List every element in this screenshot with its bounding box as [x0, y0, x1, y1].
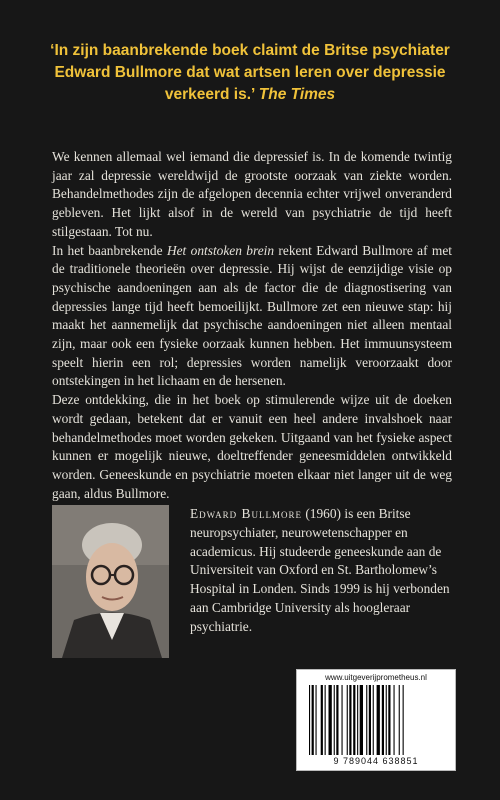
book-title: Het ontstoken brein — [166, 242, 275, 258]
publisher-url: www.uitgeverijprometheus.nl — [325, 673, 427, 682]
blurb — [52, 148, 452, 503]
barcode-icon — [309, 685, 443, 755]
author-photo — [52, 505, 169, 658]
author-bio — [190, 505, 455, 637]
author-name: Edward Bullmore — [190, 506, 302, 521]
quote-source: The Times — [258, 86, 336, 103]
p2-before: In het baanbrekende — [52, 242, 167, 258]
p2-after: rekent Edward Bullmore af met de traditionele theorieën over depressie. Hij wijst de eenzijdige visie op psychische aandoeningen aan als de factor die de diagnostisering van depressies lange tijd heeft bemoeilijkt. Bullmore zet een nieuwe stap: hij maakt het aannemelijk dat psychische aandoeningen niet alleen mentaal zijn, maar ook een fysieke oorzaak kunnen hebben. Het immuunsysteem speelt hierin een rol; depressies worden namelijk veroorzaakt door ontstekingen in het lichaam en de hersenen. — [52, 242, 453, 389]
barcode-box — [296, 669, 456, 771]
blurb-paragraph-3: Deze ontdekking, die in het boek op stimulerende wijze uit de doeken wordt gedaan, betekent dat er vanuit een heel andere invalshoek naar behandelmethodes moet worden gekeken. Uitgaand van het fysieke aspect kunnen er mogelijk nieuwe, doeltreffender geneesmiddelen ontwikkeld worden. Geneeskunde en psychiatrie moeten elkaar niet langer uit de weg gaan, aldus Bullmore. — [52, 392, 452, 501]
blurb-paragraph-2 — [52, 242, 452, 392]
blurb-paragraph-1: We kennen allemaal wel iemand die depressief is. In de komende twintig jaar zal depressie wereldwijd de grootste oorzaak van ziekte worden. Behandelmethodes zijn de afgelopen decennia echter vrijwel onveranderd gebleven. Het lijkt alsof in de wereld van psychiatrie de tijd heeft stilgestaan. Tot nu. — [52, 149, 452, 239]
bio-text: (1960) is een Britse neuropsychiater, neurowetenschapper en academicus. Hij studeerde geneeskunde aan de Universiteit van Oxford en St. Bartholomew’s Hospital in Londen. Sinds 1999 is hij verbonden aan Cambridge University als hoogleraar psychiatrie. — [190, 506, 450, 634]
quote-text: ‘In zijn baanbrekende boek claimt de Britse psychiater Edward Bullmore dat wat artsen leren over depressie verkeerd is.’ — [50, 42, 450, 103]
isbn-number: 9 789044 638851 — [333, 756, 419, 766]
pull-quote — [40, 40, 460, 106]
